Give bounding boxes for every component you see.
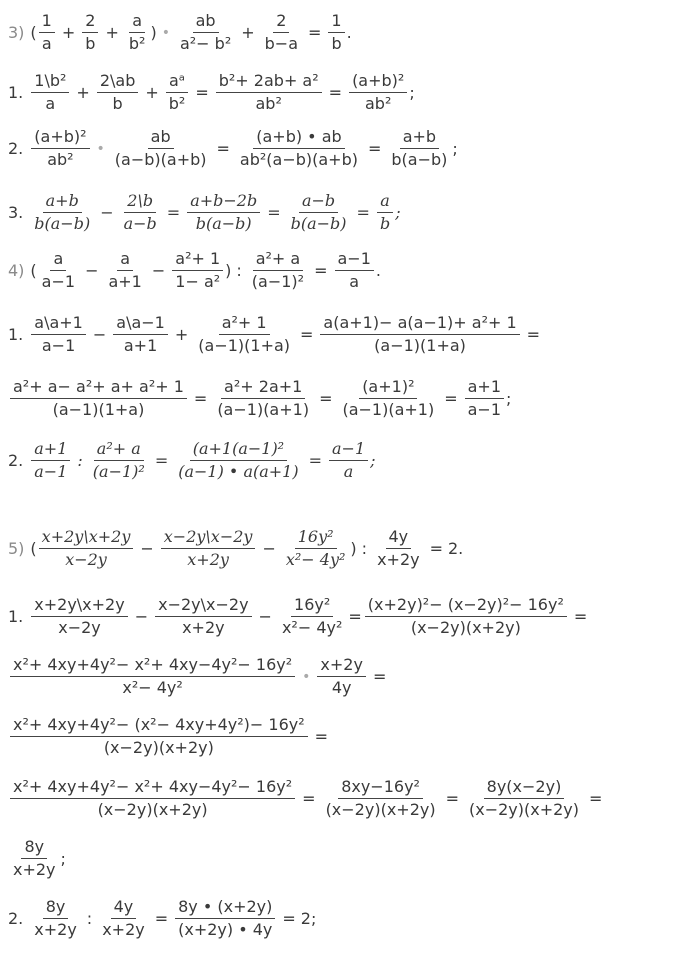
multiply-dot: • <box>302 668 311 685</box>
fraction: $\frac{\text{a(a+1)− a(a−1)+ a²+ 1}}{(a-1)(1+a)}$ <box>320 314 519 356</box>
fraction: a\a+1 a−1 <box>31 314 86 356</box>
fraction: $\frac{a\backslash a-1}{a+1}$ <box>113 314 168 356</box>
fraction: $\frac{\text{8xy−16y²}}{(x-2y)(x+2y)}$ <box>325 777 436 820</box>
fraction: 8y x+2y <box>13 837 56 880</box>
fraction: $\frac{2\backslash b}{a-b}$ <box>123 191 157 234</box>
fraction: $\frac{x-2y\backslash x-2y}{x+2y}$ <box>155 596 251 638</box>
fraction: $\frac{2}{b}$ <box>82 12 98 54</box>
fraction: (a+b)² ab² <box>31 128 89 170</box>
fraction: $\frac{a}{b}$ <box>377 192 393 234</box>
fraction: $\frac{\text{16y²}}{\text{x²− 4y²}}$ <box>281 595 343 638</box>
fraction: $\frac{\text{a²+ 1}}{\text{1− a²}}$ <box>172 250 223 292</box>
step-label: 1. <box>8 83 24 103</box>
fraction: $\frac{1}{b}$ <box>328 12 344 54</box>
problem-5-step-2: 2. 8y x+2y : $\frac{4y}{x+2y}$ = $\frac{8y • (x+2y)}{(x+2y) • 4y}$ = 2; <box>8 897 317 940</box>
fraction: $\frac{4y}{x+2y}$ <box>102 897 145 940</box>
fraction: $\frac{\text{(x+2y)²− (x−2y)²− 16y²}}{(x-2y)(x+2y)}$ <box>365 596 567 638</box>
fraction: a+b b(a−b) <box>34 191 91 234</box>
fraction: $\frac{a+b}{b(a-b)}$ <box>391 127 448 170</box>
problem-3-statement: 3) ( 1 a + $\frac{2}{b}$ + $\frac{a}{\text{b²}}$ ) • ab a²− b² + $\frac{2}{b-a}$ = $\frac{1}{b}$ . <box>8 11 352 54</box>
fraction: $\frac{2\backslash ab}{b}$ <box>97 72 139 114</box>
paren: ( <box>30 23 37 43</box>
paren: ( <box>30 261 37 281</box>
step-label: 2. <box>8 139 24 159</box>
multiply-dot: • <box>161 24 170 41</box>
fraction: $\frac{\text{16y²}}{\text{x²− 4y²}}$ <box>285 527 346 570</box>
fraction: $\frac{\text{aᵃ}}{\text{b²}}$ <box>166 72 189 114</box>
problem-5-statement: 5) ( x+2y\x+2y x−2y − $\frac{x-2y\backslash x-2y}{x+2y}$ − $\frac{\text{16y²}}{\text{x²− 4y²}}$ ) : $\frac{4y}{x+2y}$ = 2. <box>8 527 464 570</box>
fraction: x+2y\x+2y x−2y <box>39 528 134 570</box>
fraction: 8y x+2y <box>34 897 77 940</box>
problem-label: 3) <box>8 23 25 43</box>
problem-4-step-1a: 1. a\a+1 a−1 − $\frac{a\backslash a-1}{a+1}$ + $\frac{\text{a²+ 1}}{(a-1)(1+a)}$ = $\frac{\text{a(a+1)− a(a−1)+ a²+ 1}}{(a-1)(1+a)}$ = <box>8 313 541 356</box>
fraction: 1\b² a <box>31 72 69 114</box>
step-label: 1. <box>8 325 24 345</box>
fraction: $\frac{8y • (x+2y)}{(x+2y) • 4y}$ <box>175 898 275 940</box>
fraction: x²+ 4xy+4y²− x²+ 4xy−4y²− 16y² x²− 4y² <box>10 656 295 698</box>
fraction: $\frac{\text{a²+ 2a+1}}{(a-1)(a+1)}$ <box>217 377 310 420</box>
step-label: 2. <box>8 451 24 471</box>
fraction: $\frac{\text{(a+1)²}}{(a-1)(a+1)}$ <box>342 377 435 420</box>
fraction: $\frac{\text{x²+ 4xy+4y²− x²+ 4xy−4y²− 16y²}}{(x-2y)(x+2y)}$ <box>10 778 295 820</box>
paren: ) <box>150 23 157 43</box>
problem-5-step-1e: 8y x+2y ; <box>8 838 66 880</box>
fraction: $\frac{x+2y}{4y}$ <box>317 656 366 698</box>
fraction: $\frac{a}{a+1}$ <box>108 249 142 292</box>
problem-3-step-3: 3. a+b b(a−b) − $\frac{2\backslash b}{a-b}$ = $\frac{a+b-2b}{b(a-b)}$ = $\frac{a-b}{b(a-b)}$ = $\frac{a}{b}$ ; <box>8 191 401 234</box>
fraction: $\frac{a+b-2b}{b(a-b)}$ <box>187 192 260 234</box>
paren: ) <box>350 539 357 559</box>
fraction: ab a²− b² <box>179 11 232 54</box>
fraction: $\frac{a-1}{a}$ <box>329 440 368 482</box>
fraction: a a−1 <box>41 249 76 292</box>
fraction: $\frac{\text{(a+b)²}}{\text{ab²}}$ <box>349 72 407 114</box>
problem-4-step-2: 2. a+1 a−1 : $\frac{\text{a²+ a}}{\text{(a−1)²}}$ = $\frac{\text{(a+1(a−1)²}}{(a-1) • a(a+1)}$ = $\frac{a-1}{a}$ ; <box>8 439 376 482</box>
problem-5-step-1a: 1. x+2y\x+2y x−2y − $\frac{x-2y\backslash x-2y}{x+2y}$ − $\frac{\text{16y²}}{\text{x²− 4y²}}$ = $\frac{\text{(x+2y)²− (x−2y)²− 16y²}}{(x-2y)(x+2y)}$ = <box>8 595 588 638</box>
problem-3-step-2: 2. (a+b)² ab² • $\frac{ab}{(a-b)(a+b)}$ = $\frac{(a+b) • ab}{\text{ab²(a−b)(a+b)}}$ = $\frac{a+b}{b(a-b)}$ ; <box>8 127 458 170</box>
problem-label: 5) <box>8 539 25 559</box>
fraction: $\frac{\text{a²+ a}}{\text{(a−1)²}}$ <box>251 249 305 292</box>
multiply-dot: • <box>96 140 105 157</box>
step-label: 3. <box>8 203 24 223</box>
fraction: $\frac{\text{a²+ a}}{\text{(a−1)²}}$ <box>92 439 145 482</box>
fraction: $\frac{a-1}{a}$ <box>335 250 374 292</box>
problem-4-statement: 4) ( a a−1 − $\frac{a}{a+1}$ − $\frac{\text{a²+ 1}}{\text{1− a²}}$ ) : $\frac{\text{a²+ a}}{\text{(a−1)²}}$ = $\frac{a-1}{a}$ . <box>8 249 381 292</box>
fraction: $\frac{\text{a²+ a− a²+ a+ a²+ 1}}{(a-1)(1+a)}$ <box>10 378 187 420</box>
fraction: x+2y\x+2y x−2y <box>31 596 127 638</box>
fraction: $\frac{\text{a²+ 1}}{(a-1)(1+a)}$ <box>198 313 291 356</box>
fraction: $\frac{a+1}{a-1}$ <box>465 378 504 420</box>
paren: ( <box>30 539 37 559</box>
fraction: a+1 a−1 <box>31 440 70 482</box>
fraction: $\frac{4y}{x+2y}$ <box>377 527 420 570</box>
fraction: $\frac{x-2y\backslash x-2y}{x+2y}$ <box>161 528 256 570</box>
fraction: $\frac{2}{b-a}$ <box>264 11 299 54</box>
paren: ) <box>225 261 232 281</box>
fraction: $\frac{8y(x-2y)}{(x-2y)(x+2y)}$ <box>468 777 579 820</box>
fraction: $\frac{a-b}{b(a-b)}$ <box>290 191 347 234</box>
problem-3-step-1: 1. 1\b² a + $\frac{2\backslash ab}{b}$ + $\frac{\text{aᵃ}}{\text{b²}}$ = $\frac{\text{b²+ 2ab+ a²}}{\text{ab²}}$ = $\frac{\text{(a+b)²}}{\text{ab²}}$ ; <box>8 71 415 114</box>
fraction: $\frac{(a+b) • ab}{\text{ab²(a−b)(a+b)}}$ <box>239 127 358 170</box>
fraction: $\frac{\text{x²+ 4xy+4y²− (x²− 4xy+4y²)− 16y²}}{(x-2y)(x+2y)}$ <box>10 716 308 758</box>
problem-label: 4) <box>8 261 25 281</box>
fraction: 1 a <box>39 12 55 54</box>
problem-4-step-1b: $\frac{\text{a²+ a− a²+ a+ a²+ 1}}{(a-1)(1+a)}$ = $\frac{\text{a²+ 2a+1}}{(a-1)(a+1)}$ = $\frac{\text{(a+1)²}}{(a-1)(a+1)}$ = $\frac{a+1}{a-1}$ ; <box>8 378 511 420</box>
fraction: $\frac{a}{\text{b²}}$ <box>128 11 146 54</box>
step-label: 1. <box>8 607 24 627</box>
step-label: 2. <box>8 909 24 929</box>
fraction: $\frac{\text{b²+ 2ab+ a²}}{\text{ab²}}$ <box>216 72 322 114</box>
fraction: $\frac{\text{(a+1(a−1)²}}{(a-1) • a(a+1)}$ <box>178 439 299 482</box>
problem-5-step-1d: $\frac{\text{x²+ 4xy+4y²− x²+ 4xy−4y²− 16y²}}{(x-2y)(x+2y)}$ = $\frac{\text{8xy−16y²}}{(x-2y)(x+2y)}$ = $\frac{8y(x-2y)}{(x-2y)(x+2y)}$ = <box>8 778 607 820</box>
problem-5-step-1c: $\frac{\text{x²+ 4xy+4y²− (x²− 4xy+4y²)− 16y²}}{(x-2y)(x+2y)}$ = <box>8 716 333 758</box>
fraction: $\frac{ab}{(a-b)(a+b)}$ <box>114 127 207 170</box>
problem-5-step-1b: x²+ 4xy+4y²− x²+ 4xy−4y²− 16y² x²− 4y² • $\frac{x+2y}{4y}$ = <box>8 656 391 698</box>
